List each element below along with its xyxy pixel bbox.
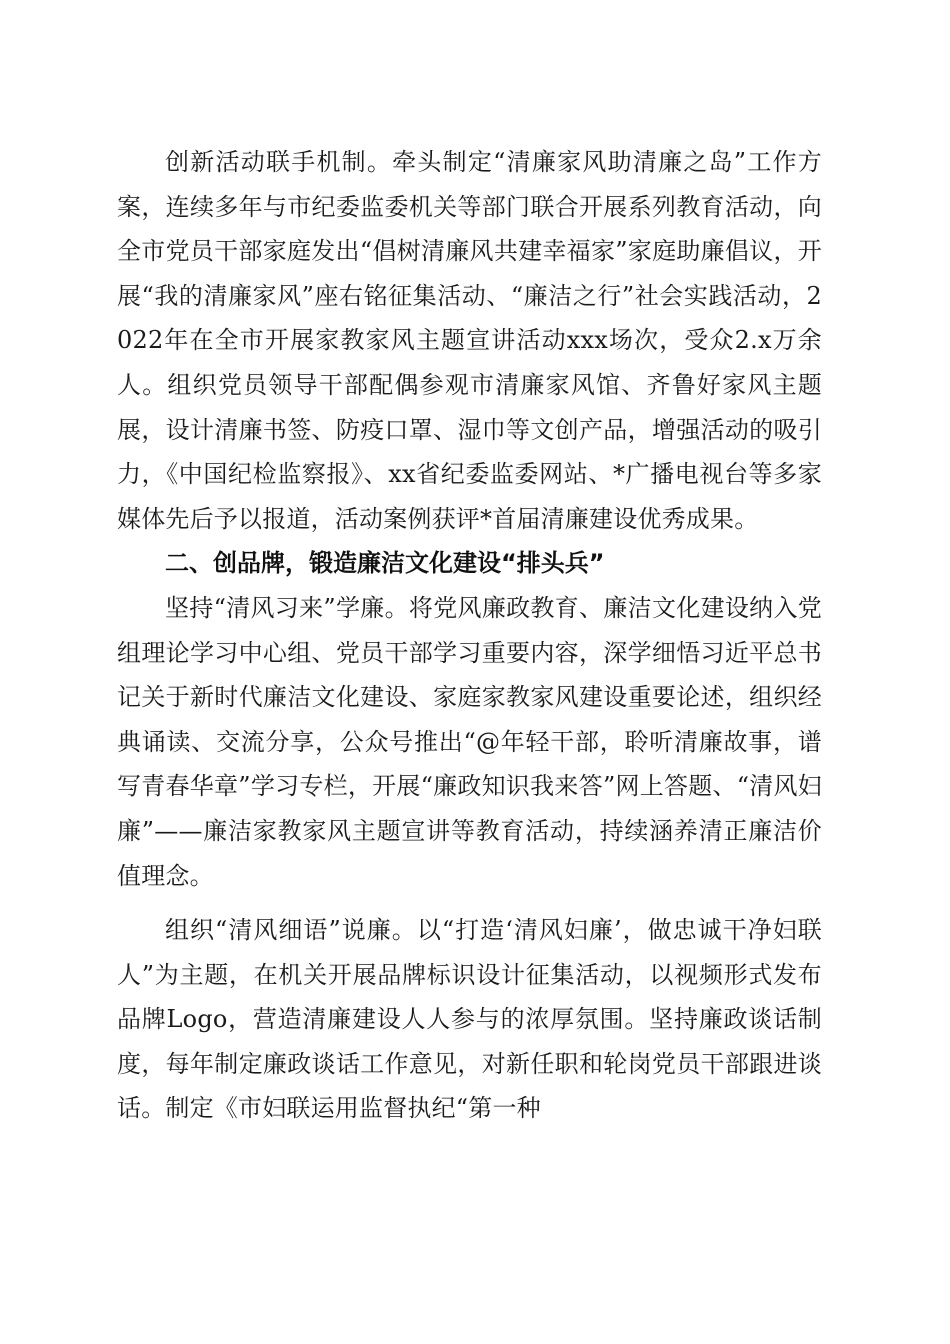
document-body: [117, 140, 822, 1131]
paragraph-study-integrity: 坚持“清风习来”学廉。将党风廉政教育、廉洁文化建设纳入党组理论学习中心组、党员干部学习重要内容，深学细悟习近平总书记关于新时代廉洁文化建设、家庭家教家风建设重要论述，组织经典诵读、交流分享，公众号推出“@年轻干部，聆听清廉故事，谱写青春华章”学习专栏，开展“廉政知识我来答”网上答题、“清风妇廉”——廉洁家教家风主题宣讲等教育活动，持续涵养清正廉洁价值理念。: [117, 593, 822, 890]
section-heading-brand: 二、创品牌，锻造廉洁文化建设“排头兵”: [165, 549, 605, 578]
paragraph-talk-integrity: 组织“清风细语”说廉。以“打造‘清风妇廉’，做忠诚干净妇联人”为主题，在机关开展品牌标识设计征集活动，以视频形式发布品牌Logo，营造清廉建设人人参与的浓厚氛围。坚持廉政谈话制度，每年制定廉政谈话工作意见，对新任职和轮岗党员干部跟进谈话。制定《市妇联运用监督执纪“第一种: [117, 916, 822, 1123]
paragraph-spacer: [117, 898, 822, 908]
paragraph-innovation-mechanism: 创新活动联手机制。牵头制定“清廉家风助清廉之岛”工作方案，连续多年与市纪委监委机关等部门联合开展系列教育活动，向全市党员干部家庭发出“倡树清廉风共建幸福家”家庭助廉倡议，开展“我的清廉家风”座右铭征集活动、“廉洁之行”社会实践活动，2022年在全市开展家教家风主题宣讲活动xxx场次，受众2.x万余人。组织党员领导干部配偶参观市清廉家风馆、齐鲁好家风主题展，设计清廉书签、防疫口罩、湿巾等文创产品，增强活动的吸引力，《中国纪检监察报》、xx省纪委监委网站、*广播电视台等多家媒体先后予以报道，活动案例获评*首届清廉建设优秀成果。: [117, 148, 822, 533]
